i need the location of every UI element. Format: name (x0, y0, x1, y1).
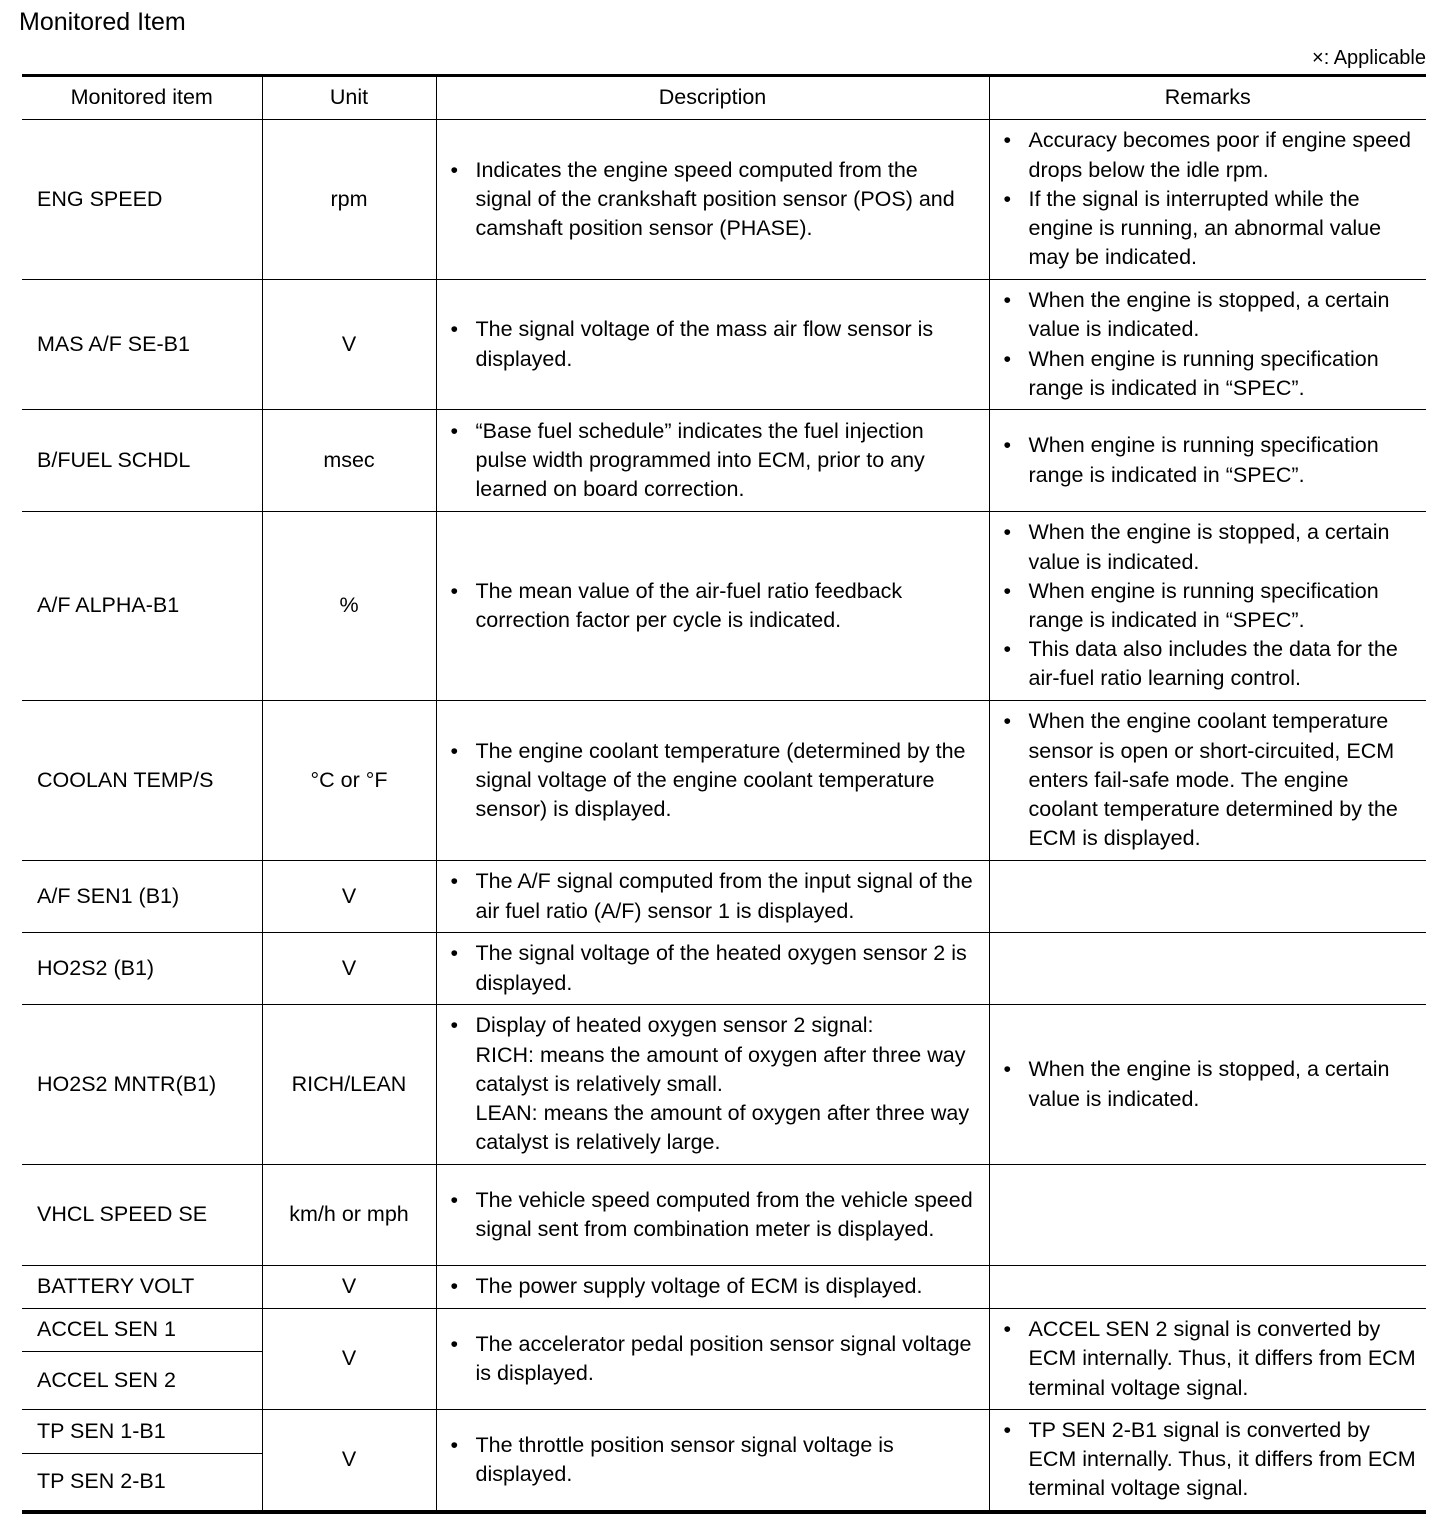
description (436, 1165, 989, 1266)
remarks (989, 1165, 1426, 1266)
list-item: • When engine is running specification range is indicated in “SPEC”. (1004, 345, 1417, 403)
monitored-item: TP SEN 2-B1 (22, 1453, 262, 1511)
table-row (22, 1005, 1426, 1165)
table-row (22, 1266, 1426, 1309)
monitored-item: COOLAN TEMP/S (22, 701, 262, 861)
table-row (22, 1410, 1426, 1454)
monitored-item: BATTERY VOLT (22, 1266, 262, 1309)
unit: km/h or mph (262, 1165, 436, 1266)
list-item: • ACCEL SEN 2 signal is converted by ECM internally. Thus, it differs from ECM terminal voltage signal. (1004, 1315, 1417, 1403)
remarks (989, 410, 1426, 512)
list-item: • When the engine is stopped, a certain value is indicated. (1004, 286, 1417, 344)
table-row (22, 410, 1426, 512)
table-row (22, 120, 1426, 280)
description (436, 933, 989, 1005)
monitored-item: ENG SPEED (22, 120, 262, 280)
table-row (22, 280, 1426, 410)
description (436, 512, 989, 701)
description (436, 861, 989, 933)
list-item: • When the engine coolant temperature sensor is open or short-circuited, ECM enters fail-safe mode. The engine coolant temperature determined by the ECM is displayed. (1004, 707, 1417, 853)
header-unit: Unit (262, 76, 436, 120)
remarks (989, 1309, 1426, 1410)
list-item: • The signal voltage of the mass air flow sensor is displayed. (451, 315, 979, 373)
monitored-item: VHCL SPEED SE (22, 1165, 262, 1266)
description (436, 701, 989, 861)
unit: V (262, 1309, 436, 1410)
list-item: • When engine is running specification range is indicated in “SPEC”. (1004, 431, 1417, 489)
description (436, 1410, 989, 1512)
remarks (989, 1266, 1426, 1309)
unit: °C or °F (262, 701, 436, 861)
lean-definition: LEAN: means the amount of oxygen after three way catalyst is relatively large. (475, 1101, 970, 1155)
table-row (22, 701, 1426, 861)
remarks (989, 701, 1426, 861)
table-row (22, 933, 1426, 1005)
rich-definition: RICH: means the amount of oxygen after three way catalyst is relatively small. (475, 1042, 966, 1096)
remarks (989, 933, 1426, 1005)
remarks (989, 1410, 1426, 1512)
header-remarks: Remarks (989, 76, 1426, 120)
monitored-item: B/FUEL SCHDL (22, 410, 262, 512)
table-row (22, 512, 1426, 701)
remarks (989, 512, 1426, 701)
remarks (989, 861, 1426, 933)
monitored-item: ACCEL SEN 2 (22, 1352, 262, 1410)
description (436, 1005, 989, 1165)
table-row (22, 1165, 1426, 1266)
description (436, 1266, 989, 1309)
list-item: • The accelerator pedal position sensor signal voltage is displayed. (451, 1330, 979, 1388)
header-row (22, 76, 1426, 120)
list-item: • Display of heated oxygen sensor 2 signal: (451, 1011, 979, 1040)
unit: V (262, 1266, 436, 1309)
table-row (22, 1309, 1426, 1352)
monitored-item: HO2S2 MNTR(B1) (22, 1005, 262, 1165)
unit: V (262, 861, 436, 933)
monitored-item: HO2S2 (B1) (22, 933, 262, 1005)
monitored-item: ACCEL SEN 1 (22, 1309, 262, 1352)
monitored-item: A/F SEN1 (B1) (22, 861, 262, 933)
remarks (989, 1005, 1426, 1165)
page-title: Monitored Item (19, 8, 186, 36)
list-item: • This data also includes the data for the air-fuel ratio learning control. (1004, 635, 1417, 693)
description (436, 1309, 989, 1410)
unit: V (262, 933, 436, 1005)
list-item: • Accuracy becomes poor if engine speed drops below the idle rpm. (1004, 126, 1417, 184)
unit: V (262, 1410, 436, 1512)
header-monitored-item: Monitored item (22, 76, 262, 120)
description (436, 120, 989, 280)
list-item: • “Base fuel schedule” indicates the fuel injection pulse width programmed into ECM, prior to any learned on board correction. (451, 417, 979, 505)
unit: rpm (262, 120, 436, 280)
list-item: • The mean value of the air-fuel ratio feedback correction factor per cycle is indicated. (451, 577, 979, 635)
remarks (989, 280, 1426, 410)
list-item: • The throttle position sensor signal voltage is displayed. (451, 1431, 979, 1489)
list-item: • When the engine is stopped, a certain value is indicated. (1004, 518, 1417, 576)
description (436, 280, 989, 410)
monitored-item: MAS A/F SE-B1 (22, 280, 262, 410)
list-item: • Indicates the engine speed computed from the signal of the crankshaft position sensor (POS) and camshaft position sensor (PHASE). (451, 156, 979, 244)
remarks (989, 120, 1426, 280)
description (436, 410, 989, 512)
list-item: • The signal voltage of the heated oxygen sensor 2 is displayed. (451, 939, 979, 997)
list-item: • When the engine is stopped, a certain value is indicated. (1004, 1055, 1417, 1113)
unit: msec (262, 410, 436, 512)
list-item: • The A/F signal computed from the input signal of the air fuel ratio (A/F) sensor 1 is displayed. (451, 867, 979, 925)
list-item: • TP SEN 2-B1 signal is converted by ECM internally. Thus, it differs from ECM terminal voltage signal. (1004, 1416, 1417, 1504)
list-item: • The engine coolant temperature (determined by the signal voltage of the engine coolant temperature sensor) is displayed. (451, 737, 979, 825)
unit: RICH/LEAN (262, 1005, 436, 1165)
list-item: • When engine is running specification range is indicated in “SPEC”. (1004, 577, 1417, 635)
list-item: • The power supply voltage of ECM is displayed. (451, 1272, 979, 1301)
header-description: Description (436, 76, 989, 120)
monitored-item-table (22, 74, 1426, 1514)
list-item: • The vehicle speed computed from the vehicle speed signal sent from combination meter is displayed. (451, 1186, 979, 1244)
applicable-legend: ×: Applicable (1312, 47, 1426, 69)
unit: V (262, 280, 436, 410)
unit: % (262, 512, 436, 701)
monitored-item: A/F ALPHA-B1 (22, 512, 262, 701)
table-row (22, 861, 1426, 933)
monitored-item: TP SEN 1-B1 (22, 1410, 262, 1454)
list-item: • If the signal is interrupted while the engine is running, an abnormal value may be indicated. (1004, 185, 1417, 273)
